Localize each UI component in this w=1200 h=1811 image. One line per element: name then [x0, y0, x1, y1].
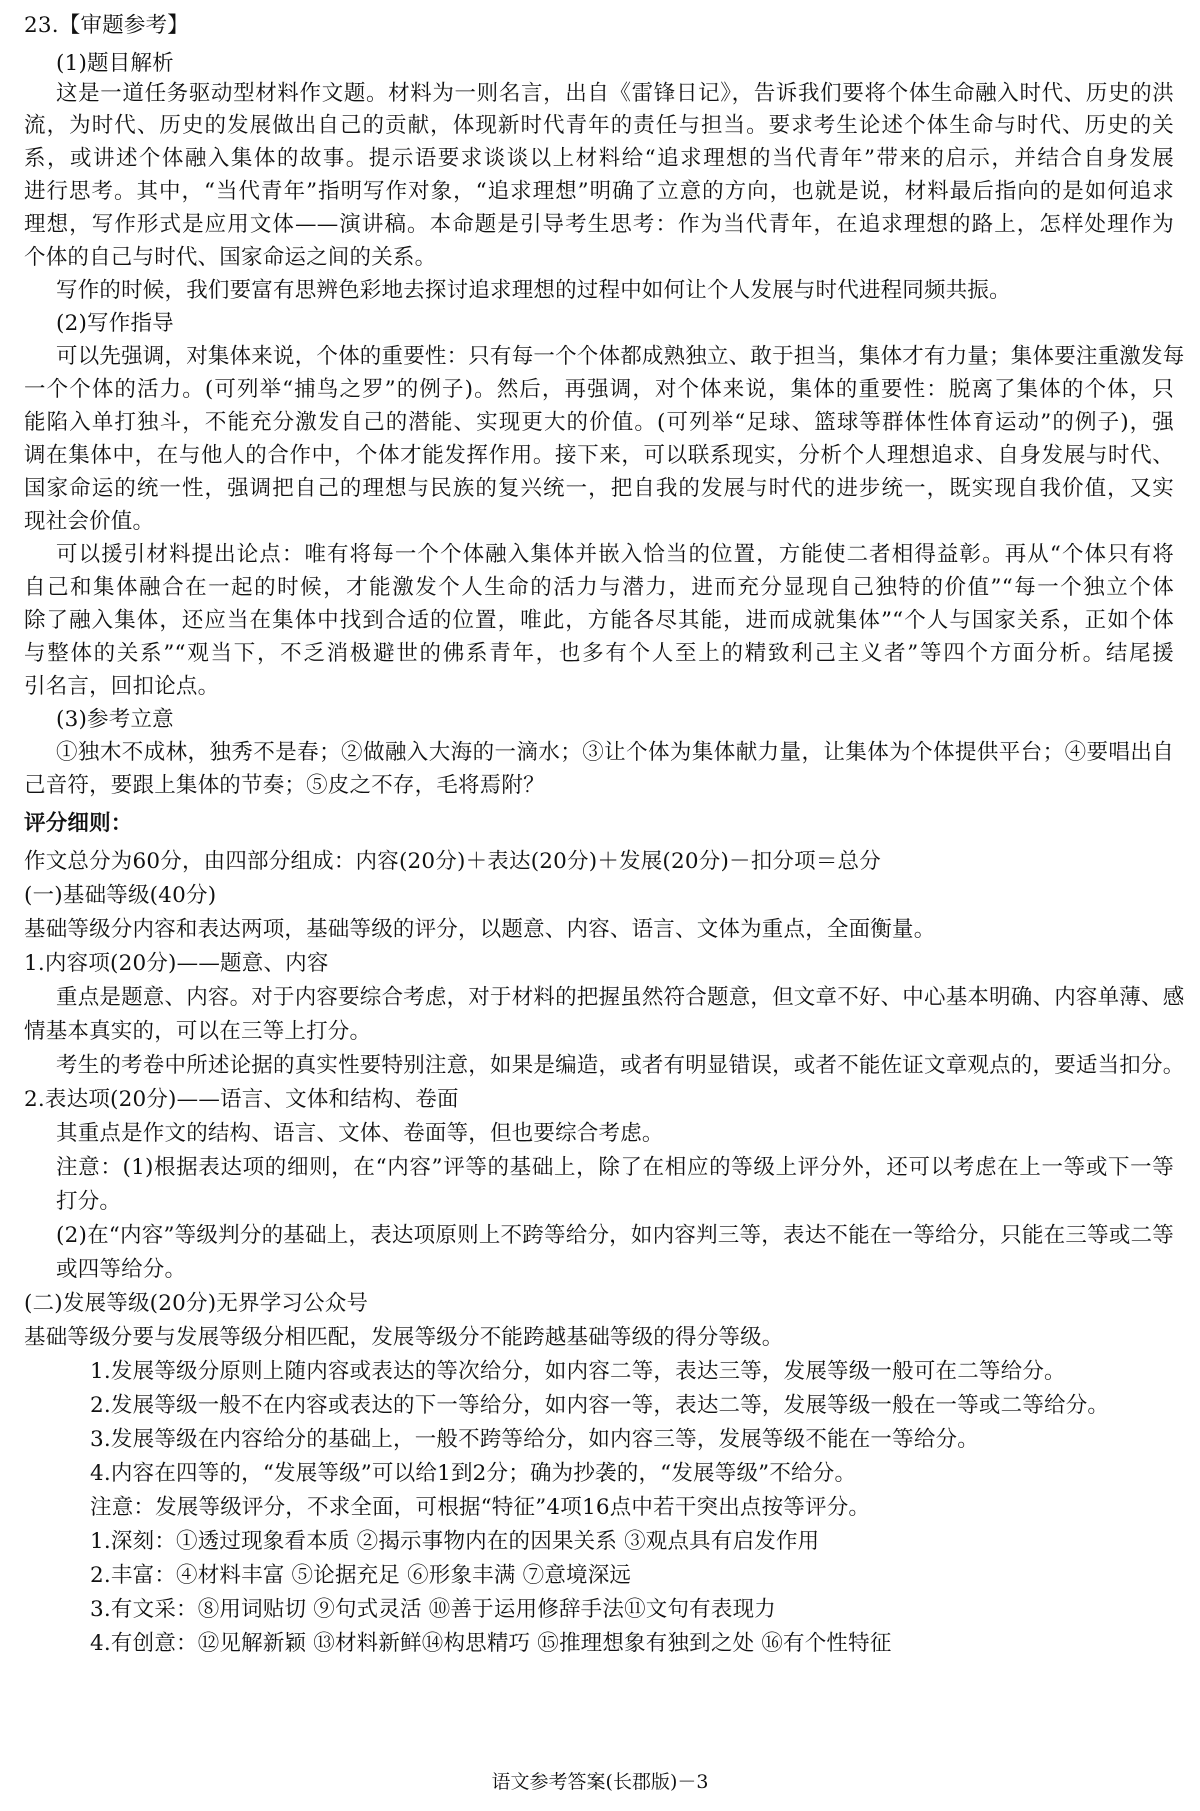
paragraph-line: 情基本真实的，可以在三等上打分。 [24, 1019, 372, 1044]
paragraph-line: 进行思考。其中，“当代青年”指明写作对象，“追求理想”明确了立意的方向，也就是说，材料最后指向的是如何追求 [24, 179, 1174, 204]
section-heading: (3)参考立意 [56, 707, 174, 732]
paragraph-line: 国家命运的统一性，强调把自己的理想与民族的复兴统一，把自我的发展与时代的进步统一，既实现自我价值，又实 [24, 476, 1174, 501]
question-heading: 23.【审题参考】 [24, 13, 189, 38]
paragraph-line: 写作的时候，我们要富有思辨色彩地去探讨追求理想的过程中如何让个人发展与时代进程同频共振。 [56, 278, 1011, 303]
paragraph-line: 引名言，回扣论点。 [24, 674, 220, 699]
paragraph-line: 这是一道任务驱动型材料作文题。材料为一则名言，出自《雷锋日记》，告诉我们要将个体生命融入时代、历史的洪 [56, 81, 1174, 106]
paragraph-line: 流，为时代、历史的发展做出自己的贡献，体现新时代青年的责任与担当。要求考生论述个体生命与时代、历史的关 [24, 113, 1174, 138]
list-item: 1.深刻：①透过现象看本质 ②揭示事物内在的因果关系 ③观点具有启发作用 [90, 1529, 820, 1554]
paragraph-line: 其重点是作文的结构、语言、文体、卷面等，但也要综合考虑。 [56, 1121, 664, 1146]
paragraph-line: 或四等给分。 [56, 1257, 187, 1282]
section-heading: 2.表达项(20分)——语言、文体和结构、卷面 [24, 1087, 459, 1112]
scoring-rules-heading: 评分细则： [24, 811, 133, 836]
paragraph-line: 可以援引材料提出论点：唯有将每一个个体融入集体并嵌入恰当的位置，方能使二者相得益彰。再从“个体只有将 [56, 542, 1174, 567]
paragraph-line: 调在集体中，在与他人的合作中，个体才能发挥作用。接下来，可以联系现实，分析个人理想追求、自身发展与时代、 [24, 443, 1174, 468]
note-line: 注意：发展等级评分，不求全面，可根据“特征”4项16点中若干突出点按等评分。 [90, 1495, 871, 1520]
paragraph-line: 现社会价值。 [24, 509, 155, 534]
paragraph-line: 基础等级分要与发展等级分相匹配，发展等级分不能跨越基础等级的得分等级。 [24, 1325, 784, 1350]
page-footer: 语文参考答案(长郡版)－3 [491, 1771, 709, 1793]
section-heading: (一)基础等级(40分) [24, 883, 217, 908]
paragraph-line: 己音符，要跟上集体的节奏；⑤皮之不存，毛将焉附？ [24, 773, 545, 798]
paragraph-line: 注意：(1)根据表达项的细则，在“内容”评等的基础上，除了在相应的等级上评分外，还可以考虑在上一等或下一等 [56, 1155, 1174, 1180]
paragraph-line: 理想，写作形式是应用文体——演讲稿。本命题是引导考生思考：作为当代青年，在追求理想的路上，怎样处理作为 [24, 212, 1174, 237]
paragraph-line: ①独木不成林，独秀不是春；②做融入大海的一滴水；③让个体为集体献力量，让集体为个体提供平台；④要唱出自 [56, 740, 1174, 765]
paragraph-line: 个体的自己与时代、国家命运之间的关系。 [24, 245, 437, 270]
paragraph-line: 除了融入集体，还应当在集体中找到合适的位置，唯此，方能各尽其能，进而成就集体”“个人与国家关系，正如个体 [24, 608, 1174, 633]
section-heading: (二)发展等级(20分)无界学习公众号 [24, 1291, 369, 1316]
list-item: 2.丰富：④材料丰富 ⑤论据充足 ⑥形象丰满 ⑦意境深远 [90, 1563, 632, 1588]
paragraph-line: 与整体的关系”“观当下，不乏消极避世的佛系青年，也多有个人至上的精致利己主义者”等四个方面分析。结尾援 [24, 641, 1174, 666]
paragraph-line: 可以先强调，对集体来说，个体的重要性：只有每一个个体都成熟独立、敢于担当，集体才有力量；集体要注重激发每 [56, 344, 1185, 369]
paragraph-line: 作文总分为60分，由四部分组成：内容(20分)＋表达(20分)＋发展(20分)－扣分项＝总分 [24, 849, 881, 874]
section-heading: 1.内容项(20分)——题意、内容 [24, 951, 329, 976]
list-item: 4.有创意：⑫见解新颖 ⑬材料新鲜⑭构思精巧 ⑮推理想象有独到之处 ⑯有个性特征 [90, 1631, 892, 1656]
paragraph-line: 系，或讲述个体融入集体的故事。提示语要求谈谈以上材料给“追求理想的当代青年”带来的启示，并结合自身发展 [24, 146, 1174, 171]
paragraph-line: 打分。 [56, 1189, 122, 1214]
paragraph-line: 考生的考卷中所述论据的真实性要特别注意，如果是编造，或者有明显错误，或者不能佐证文章观点的，要适当扣分。 [56, 1053, 1185, 1078]
paragraph-line: 自己和集体融合在一起的时候，才能激发个人生命的活力与潜力，进而充分显现自己独特的价值”“每一个独立个体 [24, 575, 1174, 600]
list-item: 1.发展等级分原则上随内容或表达的等次给分，如内容二等，表达三等，发展等级一般可在二等给分。 [90, 1359, 1066, 1384]
list-item: 3.发展等级在内容给分的基础上，一般不跨等给分，如内容三等，发展等级不能在一等给分。 [90, 1427, 979, 1452]
paragraph-line: 能陷入单打独斗，不能充分激发自己的潜能、实现更大的价值。(可列举“足球、篮球等群体性体育运动”的例子)，强 [24, 410, 1174, 435]
list-item: 4.内容在四等的，“发展等级”可以给1到2分；确为抄袭的，“发展等级”不给分。 [90, 1461, 857, 1486]
section-heading: (1)题目解析 [56, 51, 174, 76]
section-heading: (2)写作指导 [56, 311, 174, 336]
paragraph-line: (2)在“内容”等级判分的基础上，表达项原则上不跨等给分，如内容判三等，表达不能在一等给分，只能在三等或二等 [56, 1223, 1174, 1248]
paragraph-line: 重点是题意、内容。对于内容要综合考虑，对于材料的把握虽然符合题意，但文章不好、中心基本明确、内容单薄、感 [56, 985, 1185, 1010]
list-item: 3.有文采：⑧用词贴切 ⑨句式灵活 ⑩善于运用修辞手法⑪文句有表现力 [90, 1597, 776, 1622]
list-item: 2.发展等级一般不在内容或表达的下一等给分，如内容一等，表达二等，发展等级一般在一等或二等给分。 [90, 1393, 1110, 1418]
paragraph-line: 基础等级分内容和表达两项，基础等级的评分，以题意、内容、语言、文体为重点，全面衡量。 [24, 917, 936, 942]
paragraph-line: 一个个体的活力。(可列举“捕鸟之罗”的例子)。然后，再强调，对个体来说，集体的重要性：脱离了集体的个体，只 [24, 377, 1174, 402]
